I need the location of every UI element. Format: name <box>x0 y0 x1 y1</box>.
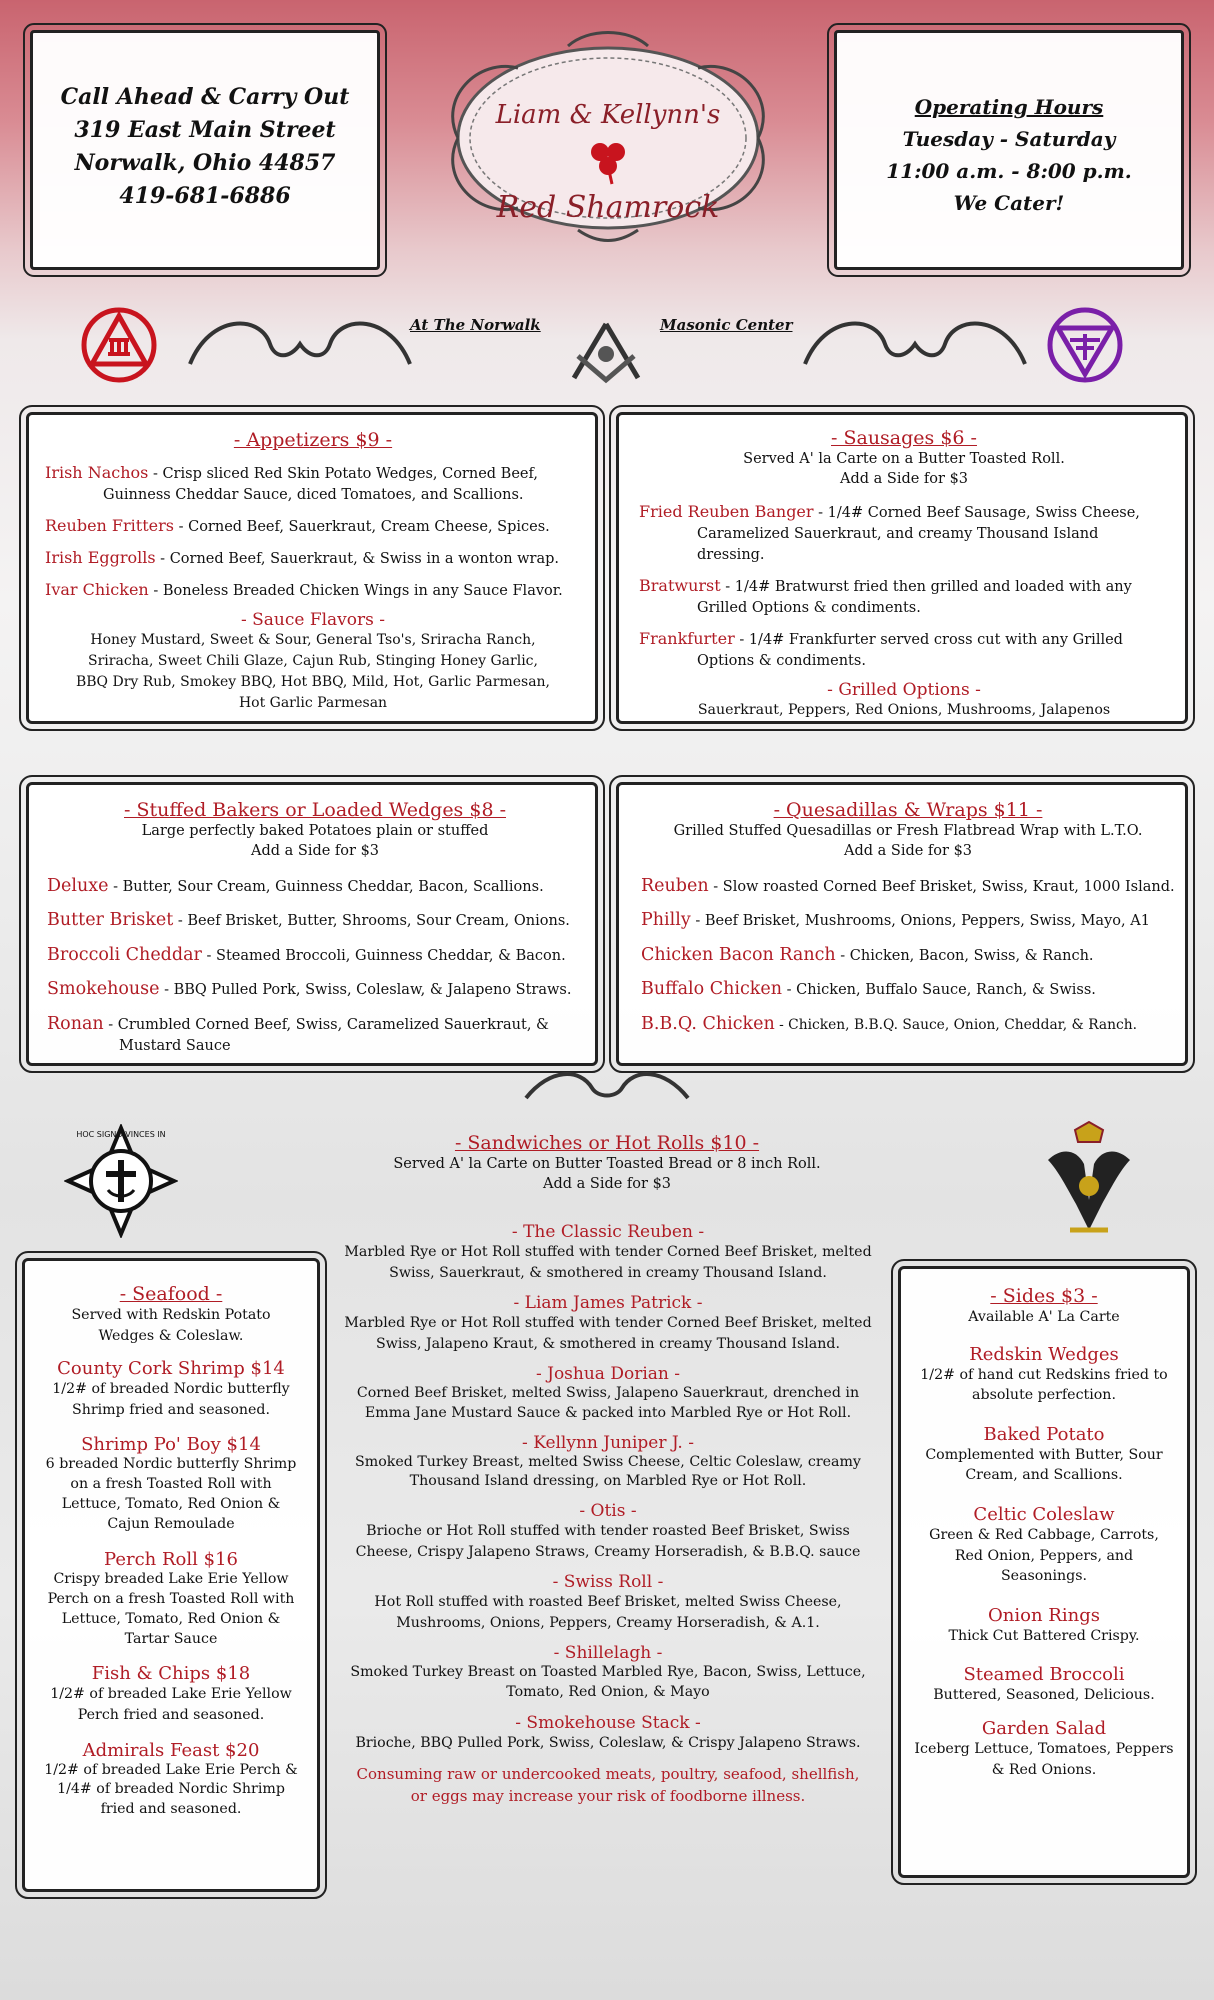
location-left: At The Norwalk <box>410 316 541 334</box>
item-desc: Iceberg Lettuce, Tomatoes, Peppers & Red Onions. <box>914 1740 1174 1778</box>
item-desc: - Boneless Breaded Chicken Wings in any Sauce Flavor. <box>148 583 563 600</box>
item-name: Shrimp Po' Boy $14 <box>81 1434 261 1456</box>
templar-cross-emblem-icon <box>64 1124 178 1242</box>
menu-item[interactable] <box>913 1718 1175 1780</box>
contact-carryout: Call Ahead & Carry Out <box>60 84 350 110</box>
item-desc: - Beef Brisket, Butter, Shrooms, Sour Cream, Onions. <box>173 913 570 930</box>
menu-item[interactable] <box>47 908 583 933</box>
menu-item[interactable] <box>47 1012 583 1057</box>
item-name: Chicken Bacon Ranch <box>641 944 836 965</box>
menu-item[interactable] <box>45 546 581 570</box>
item-desc: - Chicken, Bacon, Swiss, & Ranch. <box>835 947 1094 964</box>
item-desc: - Beef Brisket, Mushrooms, Onions, Peppers, Swiss, Mayo, A1 <box>690 913 1150 930</box>
item-name: - Liam James Patrick - <box>513 1293 703 1314</box>
bakers-sub1: Large perfectly baked Potatoes plain or stuffed <box>141 823 489 839</box>
item-name: - Swiss Roll - <box>552 1572 664 1593</box>
item-desc: Thick Cut Battered Crispy. <box>948 1627 1140 1644</box>
item-desc: 1/2# of hand cut Redskins fried to absolute perfection. <box>920 1366 1168 1404</box>
royal-arch-emblem-icon <box>80 306 158 388</box>
item-desc: Complemented with Butter, Sour Cream, and Scallions. <box>925 1446 1163 1484</box>
contact-city: Norwalk, Ohio 44857 <box>74 150 336 176</box>
item-desc: Smoked Turkey Breast, melted Swiss Cheese, Celtic Coleslaw, creamy Thousand Island dressing, on Marbled Rye or Hot Roll. <box>355 1453 861 1489</box>
item-name: B.B.Q. Chicken <box>641 1013 775 1034</box>
item-desc: - Crisp sliced Red Skin Potato Wedges, Corned Beef, Guinness Cheddar Sauce, diced Tomatoes, and Scallions. <box>103 466 538 504</box>
menu-item[interactable] <box>639 627 1169 672</box>
contact-address: 319 East Main Street <box>74 117 336 143</box>
sandwiches-section <box>330 1132 884 1195</box>
contact-phone[interactable]: 419-681-6886 <box>119 183 291 209</box>
item-desc: Brioche or Hot Roll stuffed with tender roasted Beef Brisket, Swiss Cheese, Crispy Jalapeno Straws, Creamy Horseradish, & B.B.Q. sauce <box>355 1523 861 1560</box>
item-name: Butter Brisket <box>47 910 174 931</box>
menu-item[interactable] <box>913 1344 1175 1406</box>
menu-item[interactable] <box>338 1501 878 1562</box>
foodborne-warning: Consuming raw or undercooked meats, poultry, seafood, shellfish, or eggs may increase your risk of foodborne illness. <box>356 1764 860 1805</box>
item-desc: - Chicken, B.B.Q. Sauce, Onion, Cheddar, & Ranch. <box>774 1016 1138 1033</box>
item-desc: Marbled Rye or Hot Roll stuffed with tender Corned Beef Brisket, melted Swiss, Jalapeno Kraut, & smothered in creamy Thousand Island. <box>344 1315 872 1352</box>
item-name: Onion Rings <box>988 1604 1100 1626</box>
item-name: Celtic Coleslaw <box>973 1503 1115 1525</box>
menu-item[interactable] <box>641 908 1175 933</box>
item-name: - The Classic Reuben - <box>511 1222 705 1242</box>
menu-item[interactable] <box>641 1012 1175 1037</box>
bakers-sub2: Add a Side for $3 <box>250 843 380 860</box>
item-desc: Corned Beef Brisket, melted Swiss, Jalapeno Sauerkraut, drenched in Emma Jane Mustard Sauce & packed into Marbled Rye or Hot Roll. <box>356 1385 860 1421</box>
item-desc: - Butter, Sour Cream, Guinness Cheddar, Bacon, Scallions. <box>108 878 544 895</box>
item-desc: - Corned Beef, Sauerkraut, & Swiss in a wonton wrap. <box>155 551 560 568</box>
sandwich-list <box>338 1222 878 1807</box>
menu-item[interactable] <box>47 977 583 1002</box>
item-desc: 6 breaded Nordic butterfly Shrimp on a fresh Toasted Roll with Lettuce, Tomato, Red Onion & Cajun Remoulade <box>45 1456 297 1532</box>
item-name: Fish & Chips $18 <box>91 1663 251 1685</box>
item-name: - Smokehouse Stack - <box>515 1713 701 1734</box>
appetizers-panel <box>26 412 598 724</box>
item-name: County Cork Shrimp $14 <box>57 1358 285 1380</box>
bakers-panel <box>26 782 598 1066</box>
menu-item[interactable] <box>338 1433 878 1491</box>
menu-item[interactable] <box>47 943 583 968</box>
scroll-ornament-icon <box>180 314 420 374</box>
menu-item[interactable] <box>45 461 581 506</box>
council-emblem-icon <box>1046 306 1124 388</box>
hours-cater: We Cater! <box>953 191 1065 215</box>
item-desc: Marbled Rye or Hot Roll stuffed with tender Corned Beef Brisket, melted Swiss, Sauerkraut, & smothered in creamy Thousand Island. <box>344 1244 872 1281</box>
menu-item[interactable] <box>39 1740 303 1821</box>
item-name: Baked Potato <box>983 1423 1105 1445</box>
item-name: Ronan <box>47 1013 104 1034</box>
hours-box <box>834 30 1184 270</box>
sausages-sub1: Served A' la Carte on a Butter Toasted Roll. <box>743 451 1065 467</box>
menu-item[interactable] <box>338 1222 878 1283</box>
grilled-options-title: - Grilled Options - <box>827 679 981 700</box>
menu-item[interactable] <box>913 1664 1175 1706</box>
quesadillas-panel <box>616 782 1188 1066</box>
item-name: Fried Reuben Banger <box>639 501 814 521</box>
menu-item[interactable] <box>45 578 581 602</box>
item-name: - Kellynn Juniper J. - <box>522 1432 694 1453</box>
menu-item[interactable] <box>338 1293 878 1354</box>
item-name: Irish Nachos <box>45 463 149 482</box>
item-name: Bratwurst <box>639 575 721 595</box>
menu-item[interactable] <box>39 1663 303 1725</box>
item-name: Reuben <box>641 875 709 896</box>
seafood-title: - Seafood - <box>119 1283 223 1305</box>
item-desc: - BBQ Pulled Pork, Swiss, Coleslaw, & Jalapeno Straws. <box>159 982 572 999</box>
item-desc: - Crumbled Corned Beef, Swiss, Caramelized Sauerkraut, & Mustard Sauce <box>103 1016 549 1055</box>
hours-title: Operating Hours <box>914 95 1104 119</box>
bakers-title: - Stuffed Bakers or Loaded Wedges $8 - <box>124 799 506 821</box>
item-desc: Buttered, Seasoned, Delicious. <box>933 1687 1155 1704</box>
item-name: Irish Eggrolls <box>45 548 156 568</box>
item-name: Admirals Feast $20 <box>82 1739 260 1761</box>
menu-item[interactable] <box>338 1713 878 1754</box>
double-eagle-emblem-icon <box>1040 1120 1138 1244</box>
item-name: Steamed Broccoli <box>963 1664 1125 1686</box>
sides-sub: Available A' La Carte <box>968 1309 1120 1325</box>
contact-box <box>30 30 380 270</box>
menu-item[interactable] <box>913 1504 1175 1587</box>
item-name: Garden Salad <box>981 1717 1107 1739</box>
menu-item[interactable] <box>639 500 1169 566</box>
location-right: Masonic Center <box>660 316 793 334</box>
item-desc: Hot Roll stuffed with roasted Beef Brisket, melted Swiss Cheese, Mushrooms, Onions, Peppers, Creamy Horseradish, & A.1. <box>374 1594 842 1631</box>
menu-item[interactable] <box>39 1549 303 1650</box>
seafood-sub: Served with Redskin Potato Wedges & Coleslaw. <box>71 1307 271 1344</box>
sauce-flavors-title: - Sauce Flavors - <box>240 610 386 631</box>
appetizers-title: - Appetizers $9 - <box>233 429 393 451</box>
emblem-motto: HOC SIGNO VINCES IN <box>76 1130 166 1139</box>
sides-title: - Sides $3 - <box>990 1285 1098 1307</box>
brand-name-top: Liam & Kellynn's <box>495 100 721 130</box>
item-desc: Crispy breaded Lake Erie Yellow Perch on a fresh Toasted Roll with Lettuce, Tomato, Red Onion & Tartar Sauce <box>47 1570 295 1647</box>
sausages-sub2: Add a Side for $3 <box>839 471 969 488</box>
item-desc: - 1/4# Corned Beef Sausage, Swiss Cheese, Caramelized Sauerkraut, and creamy Thousand Island dressing. <box>697 504 1140 563</box>
sandwiches-sub2: Add a Side for $3 <box>542 1176 672 1193</box>
menu-item[interactable] <box>338 1643 878 1703</box>
item-name: Reuben Fritters <box>45 516 174 536</box>
item-desc: - Corned Beef, Sauerkraut, Cream Cheese, Spices. <box>173 519 550 536</box>
quesadillas-sub2: Add a Side for $3 <box>843 843 973 860</box>
item-desc: - Steamed Broccoli, Guinness Cheddar, & Bacon. <box>201 947 566 964</box>
menu-item[interactable] <box>39 1434 303 1535</box>
scroll-ornament-icon <box>520 1068 694 1108</box>
menu-item[interactable] <box>639 574 1169 619</box>
menu-item[interactable] <box>913 1424 1175 1486</box>
scroll-ornament-icon <box>795 314 1035 374</box>
item-desc: 1/2# of breaded Lake Erie Yellow Perch fried and seasoned. <box>50 1686 292 1723</box>
item-name: - Otis - <box>579 1501 637 1522</box>
sandwiches-title: - Sandwiches or Hot Rolls $10 - <box>454 1132 760 1154</box>
menu-item[interactable] <box>45 514 581 538</box>
menu-item[interactable] <box>338 1572 878 1633</box>
menu-item[interactable] <box>47 874 583 899</box>
seafood-panel <box>22 1258 320 1892</box>
menu-item[interactable] <box>39 1358 303 1420</box>
item-name: Philly <box>641 910 691 931</box>
menu-item[interactable] <box>641 943 1175 968</box>
item-name: Deluxe <box>47 875 109 896</box>
sausages-panel <box>616 412 1188 724</box>
hours-days: Tuesday - Saturday <box>902 127 1116 151</box>
item-name: Perch Roll $16 <box>104 1548 238 1570</box>
menu-item[interactable] <box>641 977 1175 1002</box>
menu-item[interactable] <box>641 874 1175 899</box>
item-name: Buffalo Chicken <box>641 979 782 1000</box>
square-compass-icon <box>564 318 648 392</box>
item-name: - Joshua Dorian - <box>535 1364 681 1385</box>
quesadillas-title: - Quesadillas & Wraps $11 - <box>773 799 1043 821</box>
sauce-flavors-list: Honey Mustard, Sweet & Sour, General Tso's, Sriracha Ranch, Sriracha, Sweet Chili Glaze, Cajun Rub, Stinging Honey Garlic, BBQ Dry Rub, Smokey BBQ, Hot BBQ, Mild, Hot, Garlic Parmesan, Hot Garlic Parmesan <box>75 632 551 712</box>
item-desc: Smoked Turkey Breast on Toasted Marbled Rye, Bacon, Swiss, Lettuce, Tomato, Red Onion, & Mayo <box>350 1664 866 1701</box>
item-desc: Green & Red Cabbage, Carrots, Red Onion, Peppers, and Seasonings. <box>929 1526 1159 1585</box>
menu-item[interactable] <box>913 1605 1175 1647</box>
item-desc: Brioche, BBQ Pulled Pork, Swiss, Coleslaw, & Crispy Jalapeno Straws. <box>355 1735 861 1752</box>
hours-time: 11:00 a.m. - 8:00 p.m. <box>886 159 1132 183</box>
item-name: Broccoli Cheddar <box>47 944 202 965</box>
item-name: Ivar Chicken <box>45 580 149 600</box>
grilled-options-list: Sauerkraut, Peppers, Red Onions, Mushrooms, Jalapenos <box>697 701 1111 718</box>
quesadillas-sub1: Grilled Stuffed Quesadillas or Fresh Flatbread Wrap with L.T.O. <box>673 823 1143 839</box>
item-desc: - 1/4# Bratwurst fried then grilled and loaded with any Grilled Options & condiments. <box>697 578 1132 616</box>
item-desc: 1/2# of breaded Lake Erie Perch & 1/4# of breaded Nordic Shrimp fried and seasoned. <box>44 1761 298 1818</box>
sausages-title: - Sausages $6 - <box>831 427 977 449</box>
item-name: Frankfurter <box>639 628 735 648</box>
item-name: Redskin Wedges <box>969 1343 1119 1365</box>
item-desc: - Chicken, Buffalo Sauce, Ranch, & Swiss. <box>781 982 1096 999</box>
item-desc: - Slow roasted Corned Beef Brisket, Swiss, Kraut, 1000 Island. <box>708 878 1175 895</box>
brand-logo <box>418 18 798 248</box>
brand-name-bottom: Red Shamrock <box>496 190 720 225</box>
sides-panel <box>898 1266 1190 1878</box>
sandwiches-sub1: Served A' la Carte on Butter Toasted Bread or 8 inch Roll. <box>393 1156 821 1172</box>
item-desc: 1/2# of breaded Nordic butterfly Shrimp fried and seasoned. <box>52 1381 290 1418</box>
item-name: Smokehouse <box>47 979 160 1000</box>
item-desc: - 1/4# Frankfurter served cross cut with any Grilled Options & condiments. <box>697 631 1123 669</box>
menu-item[interactable] <box>338 1364 878 1422</box>
item-name: - Shillelagh - <box>553 1643 663 1664</box>
